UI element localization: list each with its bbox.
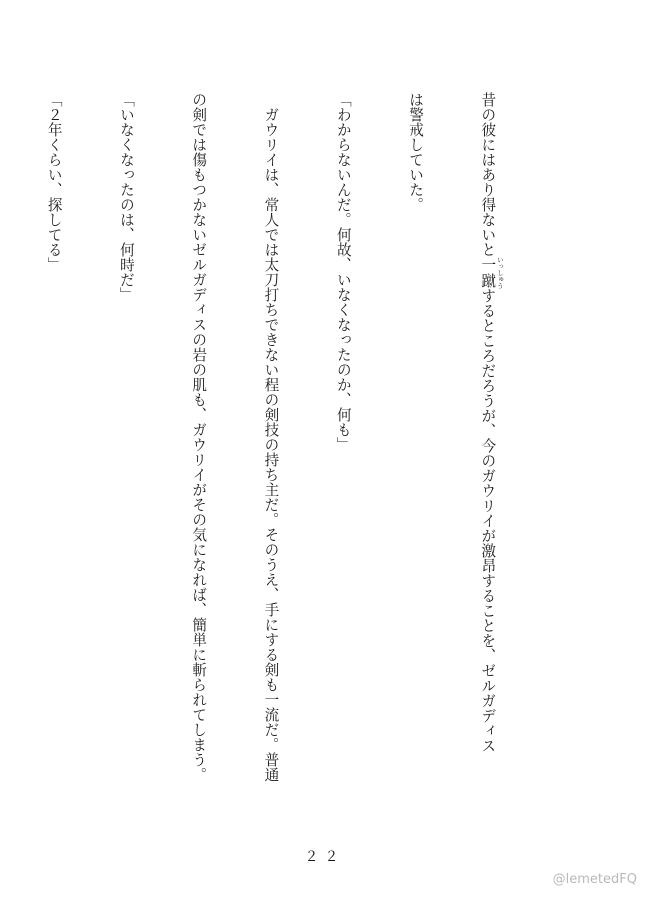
text-line-6: 「いなくなったのは、何時だ」	[117, 92, 135, 302]
text-line-7: 「２年くらい、探してる」	[45, 92, 63, 272]
text-line-4: ガウリイは、常人では太刀打ちできない程の剣技の持ち主だ。そのうえ、手にする剣も一流だ。普通	[262, 92, 280, 782]
text-line-1	[475, 92, 504, 782]
text-line-2: は警戒していた。	[407, 92, 425, 212]
text-line-5: の剣では傷もつかないゼルガディスの岩の肌も、ガウリイがその気になれば、簡単に斬られてしまう。	[190, 92, 208, 782]
ruby-word	[479, 256, 504, 289]
watermark: @lemetedFQ	[552, 872, 637, 887]
text-line-1-end: するところだろうが、今のガウリイが激昂することを、ゼルガディス	[479, 288, 497, 754]
ruby-reading: いっしゅう	[495, 256, 504, 289]
vertical-text-body	[0, 92, 552, 782]
ruby-base: 一蹴	[479, 256, 497, 289]
page-number: ２２	[304, 849, 345, 865]
text-line-1-start: 昔の彼にはあり得ないと	[479, 92, 497, 257]
text-line-3: 「わからないんだ。何故、いなくなったのか、何も」	[334, 92, 352, 452]
